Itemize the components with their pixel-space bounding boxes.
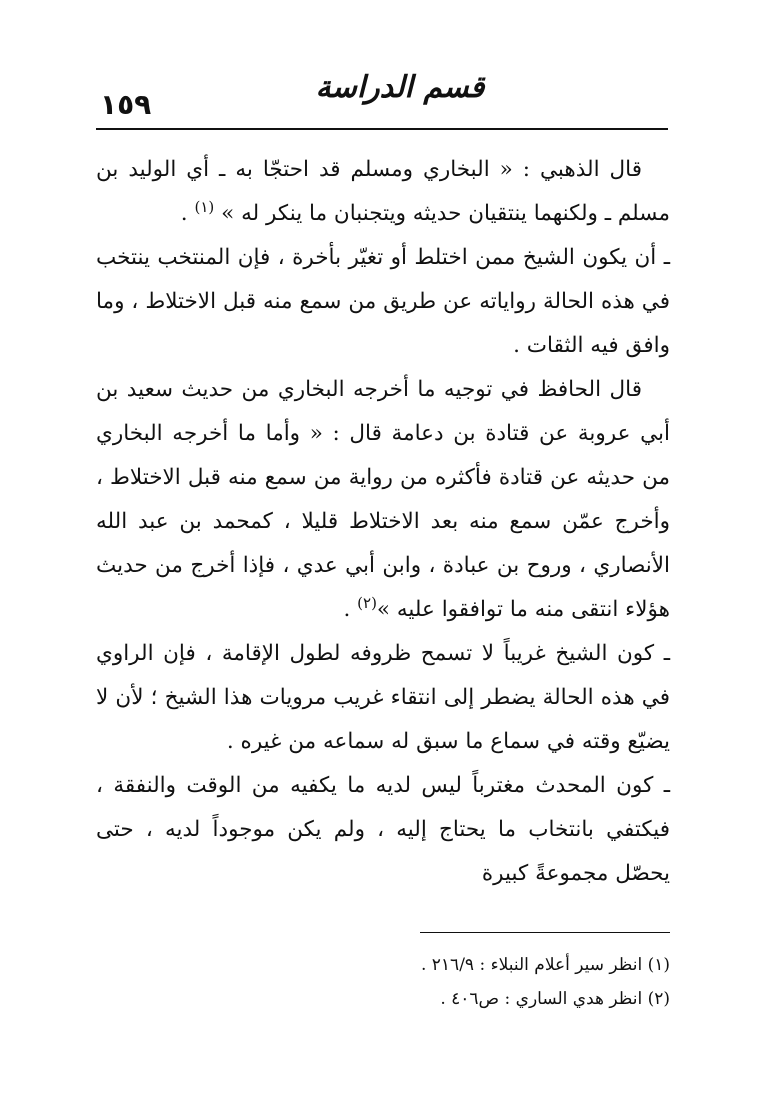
header-rule xyxy=(96,128,668,130)
paragraph-end: . xyxy=(343,597,358,622)
paragraph-end: . xyxy=(180,201,195,226)
main-text xyxy=(96,148,670,896)
paragraph xyxy=(96,368,670,632)
paragraph-text: قال الذهبي : « البخاري ومسلم قد احتجّا به ـ أي الوليد بن مسلم ـ ولكنهما ينتقيان حديثه ويتجنبان ما ينكر له » xyxy=(96,157,670,226)
paragraph xyxy=(96,148,670,236)
page-number: ١٥٩ xyxy=(100,88,152,121)
footnote-2: (٢) انظر هدي الساري : ص٤٠٦ . xyxy=(440,989,670,1009)
footnotes xyxy=(300,948,670,1016)
running-title: قسم الدراسة xyxy=(315,70,485,105)
paragraph-text: قال الحافظ في توجيه ما أخرجه البخاري من حديث سعيد بن أبي عروبة عن قتادة بن دعامة قال : « وأما ما أخرجه البخاري من حديثه عن قتادة فأكثره من رواية من سمع منه قبل الاختلاط ، وأخرج عمّن سمع منه بعد الاختلاط قليلا ، كمحمد بن عبد الله الأنصاري ، وروح بن عبادة ، وابن أبي عدي ، فإذا أخرج من حديث هؤلاء انتقى منه ما توافقوا عليه » xyxy=(96,377,670,622)
paragraph: ـ كون الشيخ غريباً لا تسمح ظروفه لطول الإقامة ، فإن الراوي في هذه الحالة يضطر إلى انتقاء غريب مرويات هذا الشيخ ؛ لأن لا يضيّع وقته في سماع ما سبق له سماعه من غيره . xyxy=(96,641,670,754)
footnote-ref[interactable]: (١) xyxy=(194,197,215,216)
footnote-separator xyxy=(420,932,670,933)
paragraph: ـ كون المحدث مغترباً ليس لديه ما يكفيه من الوقت والنفقة ، فيكتفي بانتخاب ما يحتاج إليه ، ولم يكن موجوداً لديه ، حتى يحصّل مجموعةً كبيرة xyxy=(96,773,670,886)
paragraph: ـ أن يكون الشيخ ممن اختلط أو تغيّر بأخرة ، فإن المنتخب ينتخب في هذه الحالة رواياته عن طريق من سمع منه قبل الاختلاط ، وما وافق فيه الثقات . xyxy=(96,245,670,358)
footnote-ref[interactable]: (٢) xyxy=(357,593,377,612)
footnote-1: (١) انظر سير أعلام النبلاء : ٢١٦/٩ . xyxy=(420,955,670,975)
